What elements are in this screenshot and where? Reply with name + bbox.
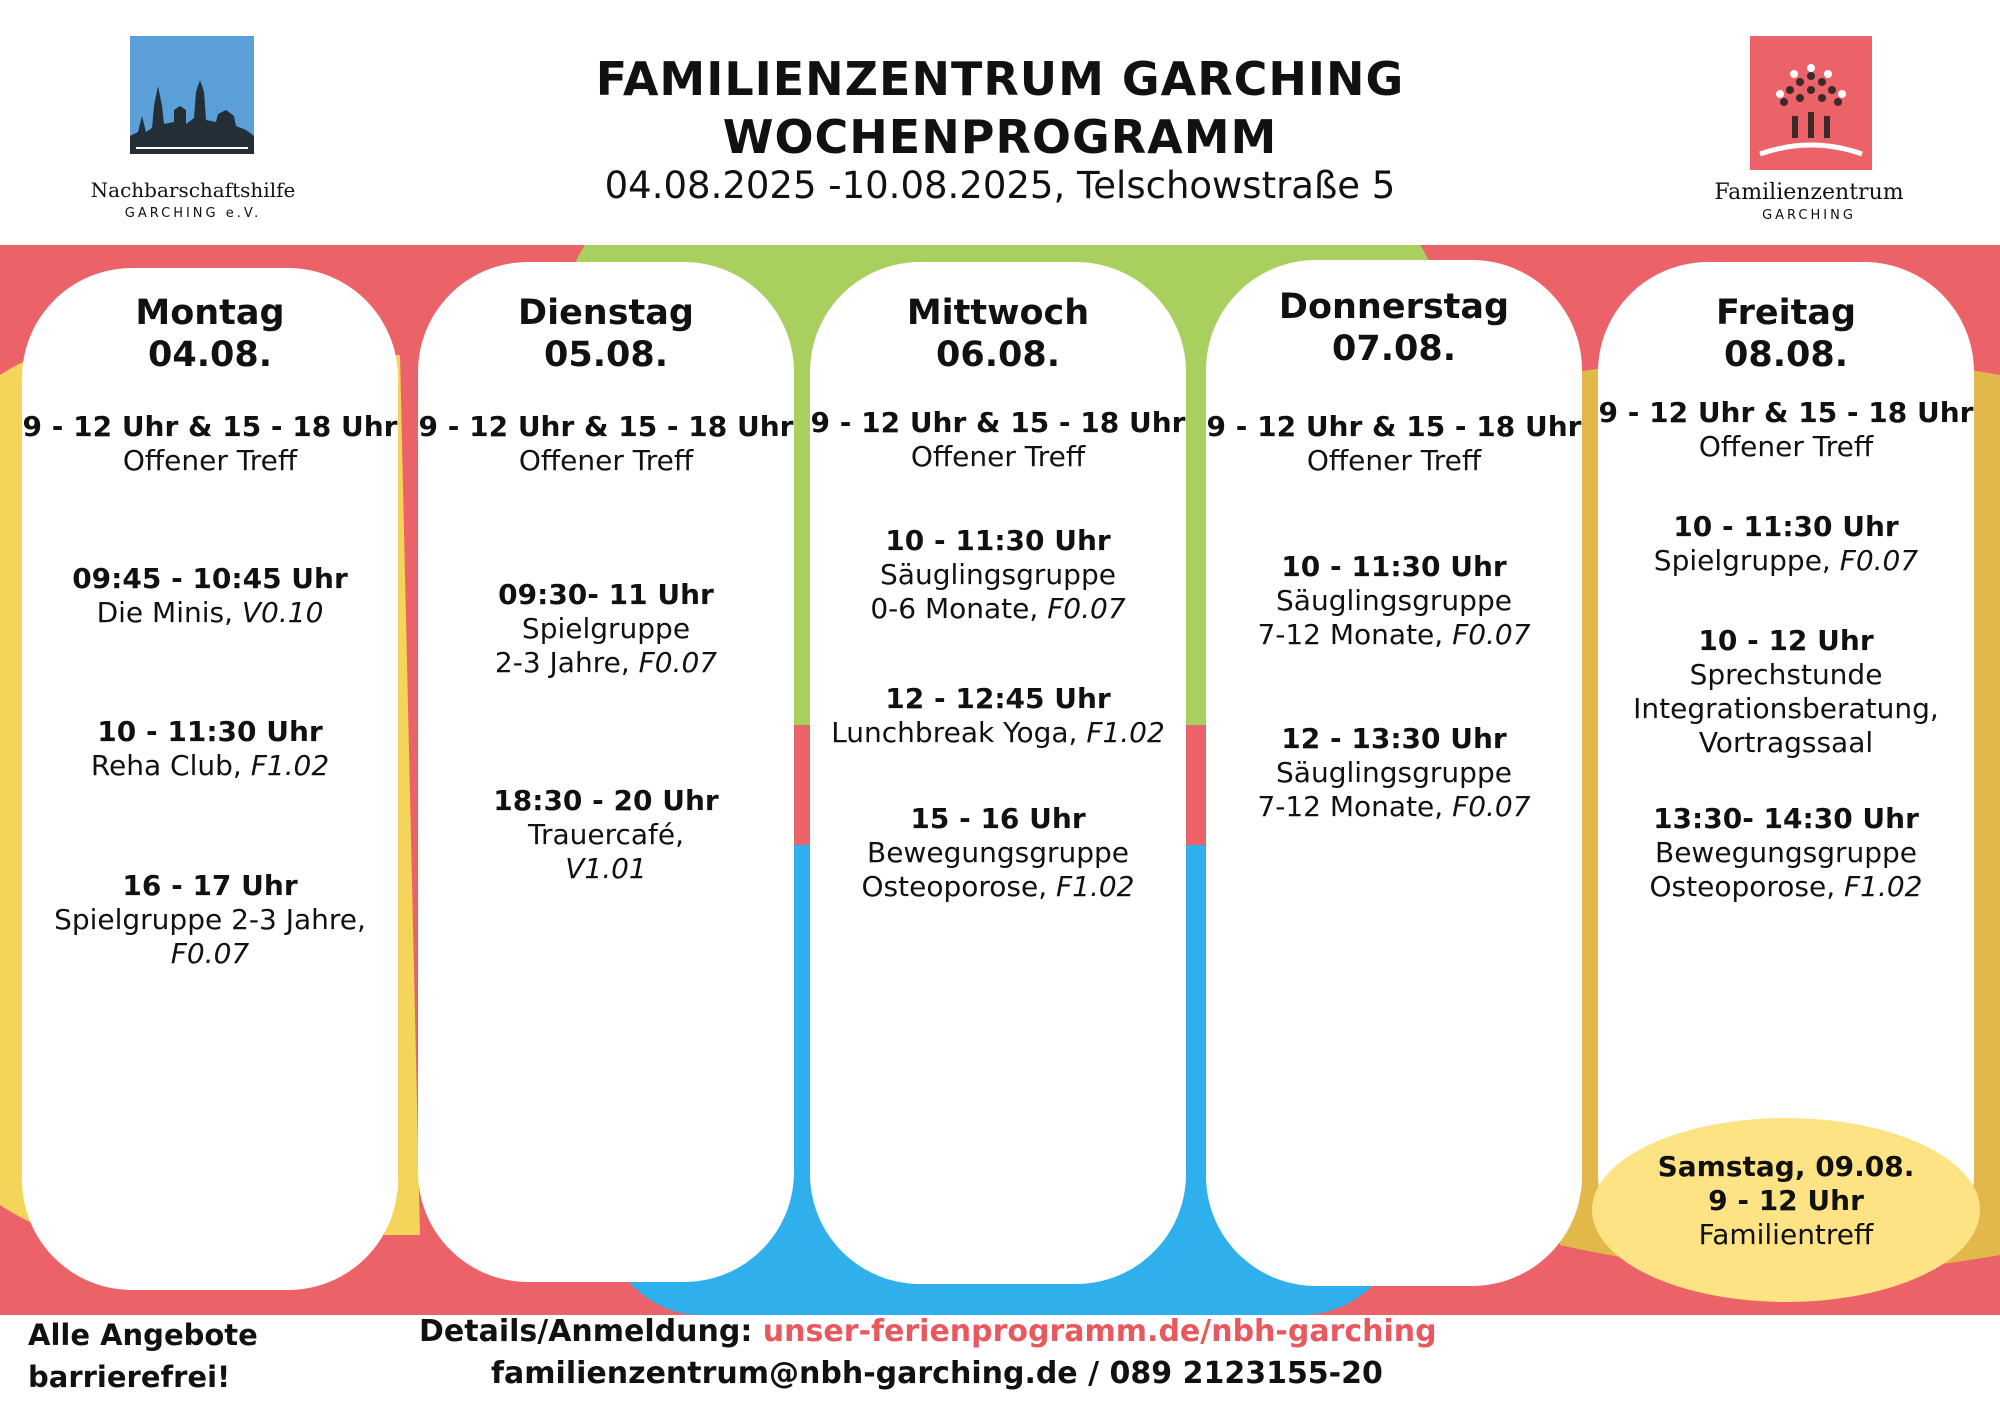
day-date: 08.08. (1723, 335, 1848, 375)
event-item (418, 410, 794, 478)
event-room: F1.02 (1086, 716, 1165, 749)
event-desc: Säuglingsgruppe (1276, 584, 1512, 617)
event-item (810, 682, 1186, 750)
event-room: F1.02 (1056, 870, 1135, 903)
day-name: Freitag (1715, 293, 1857, 333)
day-name: Montag (135, 293, 285, 333)
event-desc: Sprechstunde (1689, 658, 1883, 691)
event-time: 12 - 12:45 Uhr (885, 682, 1111, 715)
family-tree-icon (1750, 36, 1872, 170)
event-room: F1.02 (250, 749, 330, 782)
page-title-line2: WOCHENPROGRAMM (722, 110, 1278, 164)
event-time: 09:45 - 10:45 Uhr (72, 562, 348, 595)
event-item (810, 406, 1186, 474)
event-time: 18:30 - 20 Uhr (493, 784, 719, 817)
event-desc2: Integrationsberatung, (1633, 692, 1939, 725)
logo-right-name: Familienzentrum (1714, 180, 1904, 205)
day-card-mittwoch (810, 262, 1186, 1284)
day-card-montag (22, 268, 398, 1290)
event-desc: Bewegungsgruppe (1655, 836, 1917, 869)
event-room: V0.10 (241, 596, 324, 629)
event-item (810, 802, 1186, 904)
event-desc: Reha Club, (90, 749, 251, 782)
event-item (1598, 396, 1974, 464)
event-time: 9 - 12 Uhr & 15 - 18 Uhr (1598, 396, 1974, 429)
event-time: 9 - 12 Uhr & 15 - 18 Uhr (22, 410, 398, 443)
event-item (418, 784, 794, 886)
event-desc2: 0-6 Monate, (870, 592, 1048, 625)
day-date: 04.08. (147, 335, 272, 375)
event-item (810, 524, 1186, 626)
logo-right-sub: GARCHING (1762, 208, 1856, 223)
details-label: Details/Anmeldung: (419, 1314, 763, 1349)
page-subtitle: 04.08.2025 -10.08.2025, Telschowstraße 5 (604, 164, 1396, 207)
event-desc: Offener Treff (122, 444, 298, 477)
day-name: Donnerstag (1278, 287, 1510, 327)
day-name: Mittwoch (906, 293, 1090, 333)
samstag-familientreff-badge (1592, 1118, 1980, 1302)
day-card-donnerstag (1206, 260, 1582, 1286)
logo-tree-box (1750, 36, 1872, 170)
event-item (1206, 410, 1582, 478)
event-room: F0.07 (1452, 790, 1531, 823)
page-title-line1: FAMILIENZENTRUM GARCHING (595, 52, 1405, 106)
event-desc2: 7-12 Monate, (1257, 790, 1453, 823)
event-time: 13:30- 14:30 Uhr (1653, 802, 1919, 835)
accessibility-note (28, 1314, 348, 1398)
event-item (1206, 722, 1582, 824)
event-item (418, 578, 794, 680)
event-room: F0.07 (1452, 618, 1531, 651)
event-item (22, 410, 398, 478)
event-time: 9 - 12 Uhr & 15 - 18 Uhr (1206, 410, 1582, 443)
event-time: 15 - 16 Uhr (910, 802, 1086, 835)
day-date: 06.08. (935, 335, 1060, 375)
samstag-time: 9 - 12 Uhr (1708, 1184, 1864, 1217)
event-desc: Offener Treff (1698, 430, 1874, 463)
event-desc2: Osteoporose, (861, 870, 1057, 903)
logo-left-sub: GARCHING e.V. (124, 206, 262, 221)
logo-sky-image (130, 36, 254, 154)
event-time: 10 - 11:30 Uhr (1281, 550, 1507, 583)
event-desc2: 2-3 Jahre, (494, 646, 639, 679)
nachbarschaftshilfe-logo (88, 36, 298, 226)
event-item (22, 869, 398, 971)
event-desc: Trauercafé, (527, 818, 685, 851)
event-room: F1.02 (1844, 870, 1923, 903)
day-card-dienstag (418, 262, 794, 1282)
event-desc: Spielgruppe, (1653, 544, 1840, 577)
event-item (1206, 550, 1582, 652)
event-desc: Säuglingsgruppe (880, 558, 1116, 591)
day-name: Dienstag (518, 293, 694, 333)
accessibility-line1: Alle Angebote (28, 1318, 258, 1352)
event-desc: Offener Treff (1306, 444, 1482, 477)
event-desc: Bewegungsgruppe (867, 836, 1129, 869)
event-desc: Die Minis, (96, 596, 242, 629)
day-date: 05.08. (543, 335, 668, 375)
details-line (419, 1312, 1519, 1352)
event-desc3: Vortragssaal (1698, 726, 1874, 759)
event-item (1598, 510, 1974, 578)
town-skyline-icon (130, 36, 254, 154)
samstag-event: Familientreff (1698, 1218, 1874, 1251)
logo-left-name: Nachbarschaftshilfe (90, 178, 296, 202)
event-room: V1.01 (565, 852, 647, 885)
header (0, 0, 2000, 245)
event-item (22, 562, 398, 630)
event-time: 12 - 13:30 Uhr (1281, 722, 1507, 755)
event-desc: Säuglingsgruppe (1276, 756, 1512, 789)
contact-line[interactable]: familienzentrum@nbh-garching.de / 089 2123155-20 (491, 1356, 1383, 1391)
event-time: 10 - 11:30 Uhr (885, 524, 1111, 557)
accessibility-line2: barrierefrei! (28, 1360, 231, 1394)
familienzentrum-logo (1714, 36, 1904, 226)
event-desc: Spielgruppe (521, 612, 691, 645)
event-desc2: Osteoporose, (1649, 870, 1845, 903)
event-desc2: 7-12 Monate, (1257, 618, 1453, 651)
event-time: 9 - 12 Uhr & 15 - 18 Uhr (418, 410, 794, 443)
event-time: 10 - 12 Uhr (1698, 624, 1874, 657)
event-desc: Lunchbreak Yoga, (831, 716, 1087, 749)
event-time: 9 - 12 Uhr & 15 - 18 Uhr (810, 406, 1186, 439)
event-item (22, 715, 398, 783)
event-time: 16 - 17 Uhr (122, 869, 298, 902)
event-room: F0.07 (1047, 592, 1126, 625)
event-desc: Offener Treff (518, 444, 694, 477)
event-room: F0.07 (1839, 544, 1919, 577)
event-time: 10 - 11:30 Uhr (97, 715, 323, 748)
event-room: F0.07 (170, 937, 250, 970)
event-time: 09:30- 11 Uhr (498, 578, 714, 611)
event-item (1598, 624, 1974, 760)
event-desc: Spielgruppe 2-3 Jahre, (54, 903, 366, 936)
details-link[interactable]: unser-ferienprogramm.de/nbh-garching (762, 1314, 1437, 1349)
event-desc: Offener Treff (910, 440, 1086, 473)
event-room: F0.07 (638, 646, 718, 679)
event-time: 10 - 11:30 Uhr (1673, 510, 1899, 543)
event-item (1598, 802, 1974, 904)
samstag-date: Samstag, 09.08. (1657, 1150, 1915, 1183)
day-date: 07.08. (1331, 329, 1456, 369)
